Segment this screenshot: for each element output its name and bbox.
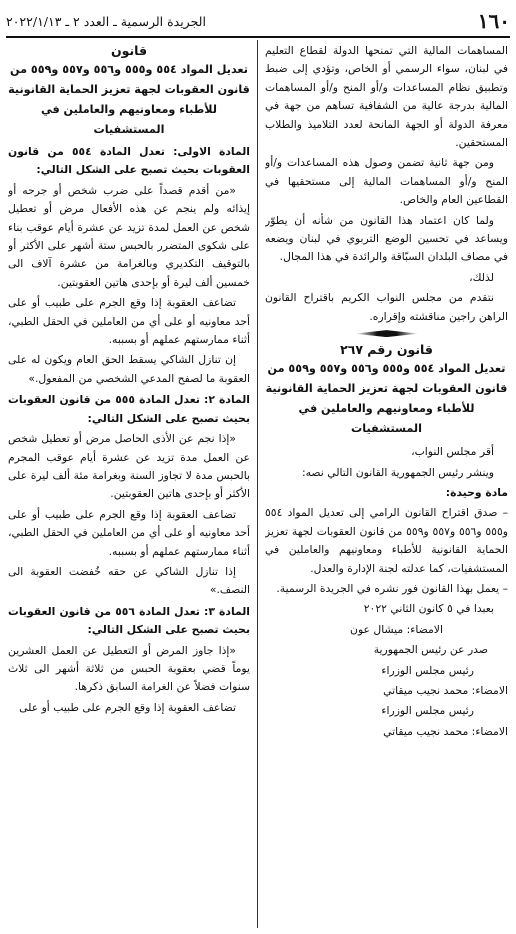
paragraph: تضاعف العقوبة إذا وقع الجرم على طبيب أو على أحد معاونيه أو على أي من العاملين في الحقل الطبي، أثناء ممارستهم عملهم أو بسببه.	[8, 296, 250, 347]
law-label: قانون	[110, 43, 148, 58]
paragraph: المساهمات المالية التي تمنحها الدولة لقطاع التعليم في لبنان، سواء الرسمي أو الخاص، وتؤدي إلى ضبط وتطبيق نظام المساعدات و/أو المنح و/أو المساهمات المالية بدرجة عالية من الشفافية تساهم من جهة في معرفة الدولة أو الجهة المانحة لعدد التلاميذ والطلاب المستحقين.	[265, 44, 508, 150]
header-rule	[6, 36, 510, 38]
paragraph: إن تنازل الشاكي يسقط الحق العام ويكون له على العقوبة ما لصفح المدعي الشخصي من المفعول.»	[8, 353, 250, 385]
single-article-heading: مادة وحيدة:	[445, 485, 508, 499]
paragraph: لذلك،	[469, 270, 494, 284]
page-header	[6, 8, 510, 34]
paragraph: نتقدم من مجلس النواب الكريم باقتراح القانون الراهن راجين مناقشته وإقراره.	[265, 291, 508, 323]
right-column	[265, 42, 508, 930]
paragraph: «إذا جاوز المرض أو التعطيل عن العمل العشرين يوماً قضي بعقوبة الحبس من ثلاثة أشهر الى ثلاث سنوات فضلاً عن الغرامة السابق ذكرها.	[8, 643, 250, 694]
signature-line: الامضاء: محمد نجيب ميقاتي	[383, 683, 508, 697]
enactment-line: أقر مجلس النواب،	[411, 445, 494, 459]
page-number: ١٦٠	[477, 9, 510, 33]
left-column	[8, 42, 250, 930]
enactment-line: وينشر رئيس الجمهورية القانون التالي نصه:	[301, 465, 494, 479]
paragraph: تضاعف العقوبة إذا وقع الجرم على طبيب أو على	[19, 700, 236, 714]
law-subtitle: تعديل المواد ٥٥٤ و٥٥٥ و٥٥٦ و٥٥٧ و٥٥٩ من قانون العقوبات لجهة تعزيز الحماية القانونية للأطباء ومعاونيهم والعاملين في المستشفيات	[8, 63, 250, 136]
running-title: الجريدة الرسمية ـ العدد ٢ ـ ٢٠٢٢/١/١٣	[6, 13, 206, 29]
article-item: – يعمل بهذا القانون فور نشره في الجريدة الرسمية.	[276, 581, 508, 595]
issue-date: بعبدا في ٥ كانون الثاني ٢٠٢٢	[363, 602, 494, 616]
paragraph: ولما كان اعتماد هذا القانون من شأنه أن يطوّر ويساعد في تحسين الوضع التربوي في لبنان ويضعه في مصاف البلدان السبّاقة والرائدة في هذا المجال.	[265, 213, 508, 264]
signature-line: الامضاء: ميشال عون	[350, 622, 443, 636]
separator-ornament	[355, 330, 419, 337]
paragraph: «إذا نجم عن الأذى الحاصل مرض أو تعطيل شخص عن العمل مدة تزيد عن عشرة أيام عوقب المجرم بالحبس مدة لا تجاوز السنة وبغرامة مئة ألف ليرة على الأكثر أو بإحدى هاتين العقوبتين.	[8, 432, 250, 501]
signature-line: الامضاء: محمد نجيب ميقاتي	[383, 724, 508, 738]
law-number-title: قانون رقم ٢٦٧	[340, 342, 433, 358]
article-heading: المادة الاولى: تعدل المادة ٥٥٤ من قانون العقوبات بحيث تصبح على الشكل التالي:	[8, 145, 250, 177]
paragraph: تضاعف العقوبة إذا وقع الجرم على طبيب أو على أحد معاونيه أو على أي من العاملين في الحقل الطبي، أثناء ممارستهم عملهم أو بسببه.	[8, 507, 250, 558]
paragraph: ومن جهة ثانية تضمن وصول هذه المساعدات و/أو المنح و/أو المساهمات المالية إلى مستحقيها في القطاعين العام والخاص.	[265, 156, 508, 207]
paragraph: إذا تنازل الشاكي عن حقه خُفضت العقوبة الى النصف.»	[8, 564, 250, 597]
signature-line: رئيس مجلس الوزراء	[381, 704, 474, 718]
article-heading: المادة ٢: تعدل المادة ٥٥٥ من قانون العقوبات بحيث تصبح على الشكل التالي:	[8, 393, 250, 425]
signature-line: صدر عن رئيس الجمهورية	[373, 643, 488, 657]
column-divider	[257, 40, 258, 928]
signature-line: رئيس مجلس الوزراء	[381, 663, 474, 677]
paragraph: «من أقدم قصداً على ضرب شخص أو جرحه أو إيذائه ولم ينجم عن هذه الأفعال مرض أو تعطيل شخص عن العمل لمدة تزيد عن عشرة أيام عوقب بناء على شكوى المتضرر بالحبس ستة أشهر على الأكثر أو بالتوقيف التكديري وبالغرامة من عشرة آلاف الى خمسين ألف ليرة أو بإحدى هاتين العقوبتين.	[8, 183, 250, 289]
article-heading: المادة ٣: تعدل المادة ٥٥٦ من قانون العقوبات بحيث تصبح على الشكل التالي:	[8, 604, 250, 637]
law-subtitle: تعديل المواد ٥٥٤ و٥٥٥ و٥٥٦ و٥٥٧ و٥٥٩ من قانون العقوبات لجهة تعزيز الحماية القانونية للأطباء ومعاونيهم والعاملين في المستشفيات	[265, 362, 508, 436]
article-item: – صدق اقتراح القانون الرامي إلى تعديل المواد ٥٥٤ و٥٥٥ و٥٥٦ و٥٥٧ و٥٥٩ من قانون العقوبات لجهة تعزيز الحماية القانونية للأطباء ومعاونيهم والعاملين في المستشفيات، كما عدلته لجنة الإدارة والعدل.	[265, 506, 508, 575]
